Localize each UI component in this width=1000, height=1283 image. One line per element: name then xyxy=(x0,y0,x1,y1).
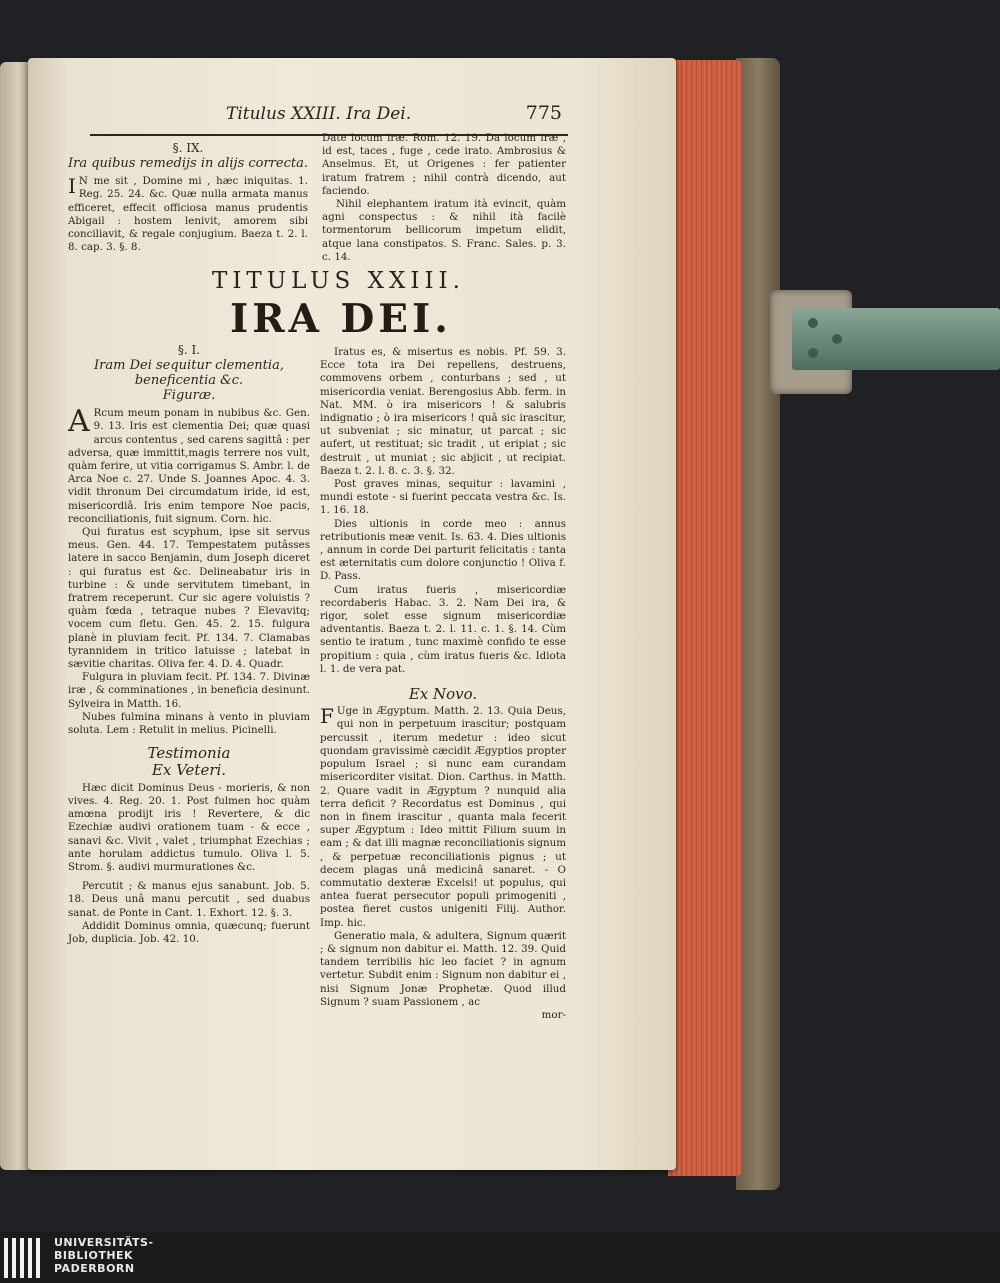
paragraph: Dies ultionis in corde meo : annus retributionis meæ venit. Is. 63. 4. Dies ultionis , annum in corde Dei parturit felicitatis : tanta est æternitatis cum dolore conjunctio ! Oliva f. D. Pass. xyxy=(320,517,566,583)
right-top-block xyxy=(322,132,566,264)
library-logo-icon xyxy=(4,1238,48,1278)
book-cover-board xyxy=(736,58,780,1190)
paragraph: Iratus es, & misertus es nobis. Pf. 59. 3. Ecce tota ira Dei repellens, destruens, commovens orbem , conturbans ; sed , ut misericordia veniat. Berengosius Abb. ferm. in Nat. MM. ò ira misericors ! & salubris indignatio ; ò ira misericors ! quâ sic irascitur, ut subveniat ; sic minatur, ut parcat ; sic aufert, ut restituat; sic tradit , ut eripiat ; sic destruit , ut muniat ; sic abjicit , ut recipiat. Baeza t. 2. l. 8. c. 3. §. 32. xyxy=(320,346,566,477)
paragraph: Post graves minas, sequitur : lavamini , mundi estote - si fuerint peccata vestra &c. Is. 1. 16. 18. xyxy=(320,478,566,517)
rivet-icon xyxy=(832,334,842,344)
paragraph: Hæc dicit Dominus Deus - morieris, & non vives. 4. Reg. 20. 1. Post fulmen hoc quàm amœna prodijt iris ! Revertere, & dic Ezechiæ audivi orationem tuam - & ecce , sanavi &c. Vivit , valet , triumphat Ezechias ; ante horulam addictus tumulo. Oliva l. 5. Strom. §. audivi murmurationes &c. xyxy=(68,781,310,873)
paragraph: Addidit Dominus omnia, quæcunq; fuerunt Job, duplicia. Job. 42. 10. xyxy=(68,919,310,945)
ira-dei-heading: IRA DEI. xyxy=(230,296,452,342)
section-title: Iram Dei sequitur clementia, beneficentia &c. xyxy=(94,358,284,389)
rivet-icon xyxy=(808,348,818,358)
left-column xyxy=(68,342,310,946)
paragraph: Uge in Ægyptum. Matth. 2. 13. Quia Deus, qui non in perpetuum irascitur; postquam percussit , iterum medetur : ideo sicut quondam gravissimè cæcidit Ægyptios propter populum Israel ; si nunc eam curandam misericorditer visitat. Dion. Carthus. in Matth. 2. Quare vadit in Ægyptum ? nunquid alia terra deficit ? Recordatus est Dominus , qui non in finem irascitur , quanta mala fecerit super Ægyptum : Ideo mittit Filium suum in eam ; & dat illi magnæ reconciliationis signum , & perpetuæ reconciliationis pignus ; ut decem plagas unâ medicinâ sanaret. - O commutatio dexteræ Excelsi! ut populus, qui antea fuerat persecutor populi primogeniti , postea fieret custos unigeniti Filij. Author. Imp. hic. xyxy=(320,705,566,929)
right-column xyxy=(320,346,566,1022)
ex-veteri-heading: Ex Veteri. xyxy=(151,761,227,780)
paragraph: Cum iratus fueris , misericordiæ recordaberis Habac. 3. 2. Nam Dei ira, & rigor, solet esse signum misericordiæ adventantis. Baeza t. 2. l. 11. c. 1. §. 14. Cùm sentio te iratum , tunc maximè confido te esse propitium : quia , cùm iratus fueris &c. Idiota l. 1. de vera pat. xyxy=(320,583,566,675)
book-clasp xyxy=(792,308,1000,370)
running-title: Titulus XXIII. Ira Dei. xyxy=(226,104,412,124)
library-name-line: BIBLIOTHEK xyxy=(54,1249,134,1262)
left-top-block xyxy=(68,140,308,254)
section-number: §. IX. xyxy=(172,141,204,155)
paragraph: Generatio mala, & adultera, Signum quærit ; & signum non dabitur ei. Matth. 12. 39. Quid tandem terribilis hic leo faciet ? in agnum vertetur. Subdit enim : Signum non dabitur ei , nisi Signum Jonæ Prophetæ. Quod illud Signum ? suam Passionem , ac xyxy=(320,929,566,1008)
page-number: 775 xyxy=(525,102,562,124)
rivet-icon xyxy=(808,318,818,328)
drop-cap: F xyxy=(320,704,334,729)
paragraph: Percutit ; & manus ejus sanabunt. Job. 5. 18. Deus unâ manu percutit , sed duabus sanat. de Ponte in Cant. 1. Exhort. 12. §. 3. xyxy=(68,880,310,919)
paragraph: Fulgura in pluviam fecit. Pf. 134. 7. Divinæ iræ , & comminationes , in beneficia desinunt. Sylveira in Matth. 16. xyxy=(68,671,310,710)
ex-novo-heading: Ex Novo. xyxy=(408,685,478,704)
running-header xyxy=(90,102,568,136)
left-page-edge xyxy=(0,62,30,1170)
library-name xyxy=(54,1236,154,1275)
library-name-line: PADERBORN xyxy=(54,1262,135,1275)
paragraph: Nubes fulmina minans à vento in pluviam soluta. Lem : Retulit in melius. Picinelli. xyxy=(68,710,310,737)
section-number: §. I. xyxy=(177,343,201,357)
section-title: Ira quibus remedijs in alijs correcta. xyxy=(68,156,309,172)
paragraph: Nihil elephantem iratum ità evincit, quàm agni conspectus : & nihil ità facilè tormentorum bellicorum impetum elidit, atque lana constipatos. S. Franc. Sales. p. 3. c. 14. xyxy=(322,198,566,263)
library-name-line: UNIVERSITÄTS- xyxy=(54,1236,154,1249)
titulus-heading: TITULUS XXIII. xyxy=(212,268,465,294)
figurae-heading: Figuræ. xyxy=(162,388,216,404)
paragraph: Date locum iræ. Rom. 12. 19. Da locum iræ , id est, taces , fuge , cede irato. Ambrosius & Anselmus. Et, ut Origenes : fer patienter iratum fratrem ; nihil contrà dicendo, aut faciendo. xyxy=(322,132,566,197)
catchword: mor- xyxy=(541,1008,566,1021)
paragraph: N me sit , Domine mi , hæc iniquitas. 1. Reg. 25. 24. &c. Quæ nulla armata manus efficeret, effecit officiosa manus prudentis Abigail : hostem lenivit, amorem sibi conciliavit, & regale conjugium. Baeza t. 2. l. 8. cap. 3. §. 8. xyxy=(68,175,308,254)
red-page-edges xyxy=(668,60,742,1176)
paragraph: Rcum meum ponam in nubibus &c. Gen. 9. 13. Iris est clementia Dei; quæ quasi arcus contentus , sed carens sagittâ : per adversa, quæ immittit,magis terrere nos vult, quàm ferire, ut vitia corrigamus S. Ambr. l. de Arca Noe c. 27. Unde S. Joannes Apoc. 4. 3. vidit thronum Dei circumdatum iride, id est, misericordiâ. Iris enim tempore Noe pacis, reconciliationis, fuit signum. Corn. hic. xyxy=(68,407,310,525)
drop-cap: I xyxy=(68,174,76,199)
testimonia-heading: Testimonia xyxy=(147,744,231,763)
paragraph: Qui furatus est scyphum, ipse sit servus meus. Gen. 44. 17. Tempestatem putâsses latere in sacco Benjamin, dum Joseph diceret : qui furatus est &c. Delineabatur iris in turbine : & unde servitutem timebant, in fratrem receperunt. Cur sic agere voluistis ? quàm fœda , tetraque nubes ? Elevavitq; vocem cum fletu. Gen. 45. 2. 15. fulgura planè in pluviam fecit. Pf. 134. 7. Clamabas tyrannidem in tritico latuisse ; latebat in sævitie charitas. Oliva fer. 4. D. 4. Quadr. xyxy=(68,526,310,671)
drop-cap: A xyxy=(68,404,90,440)
